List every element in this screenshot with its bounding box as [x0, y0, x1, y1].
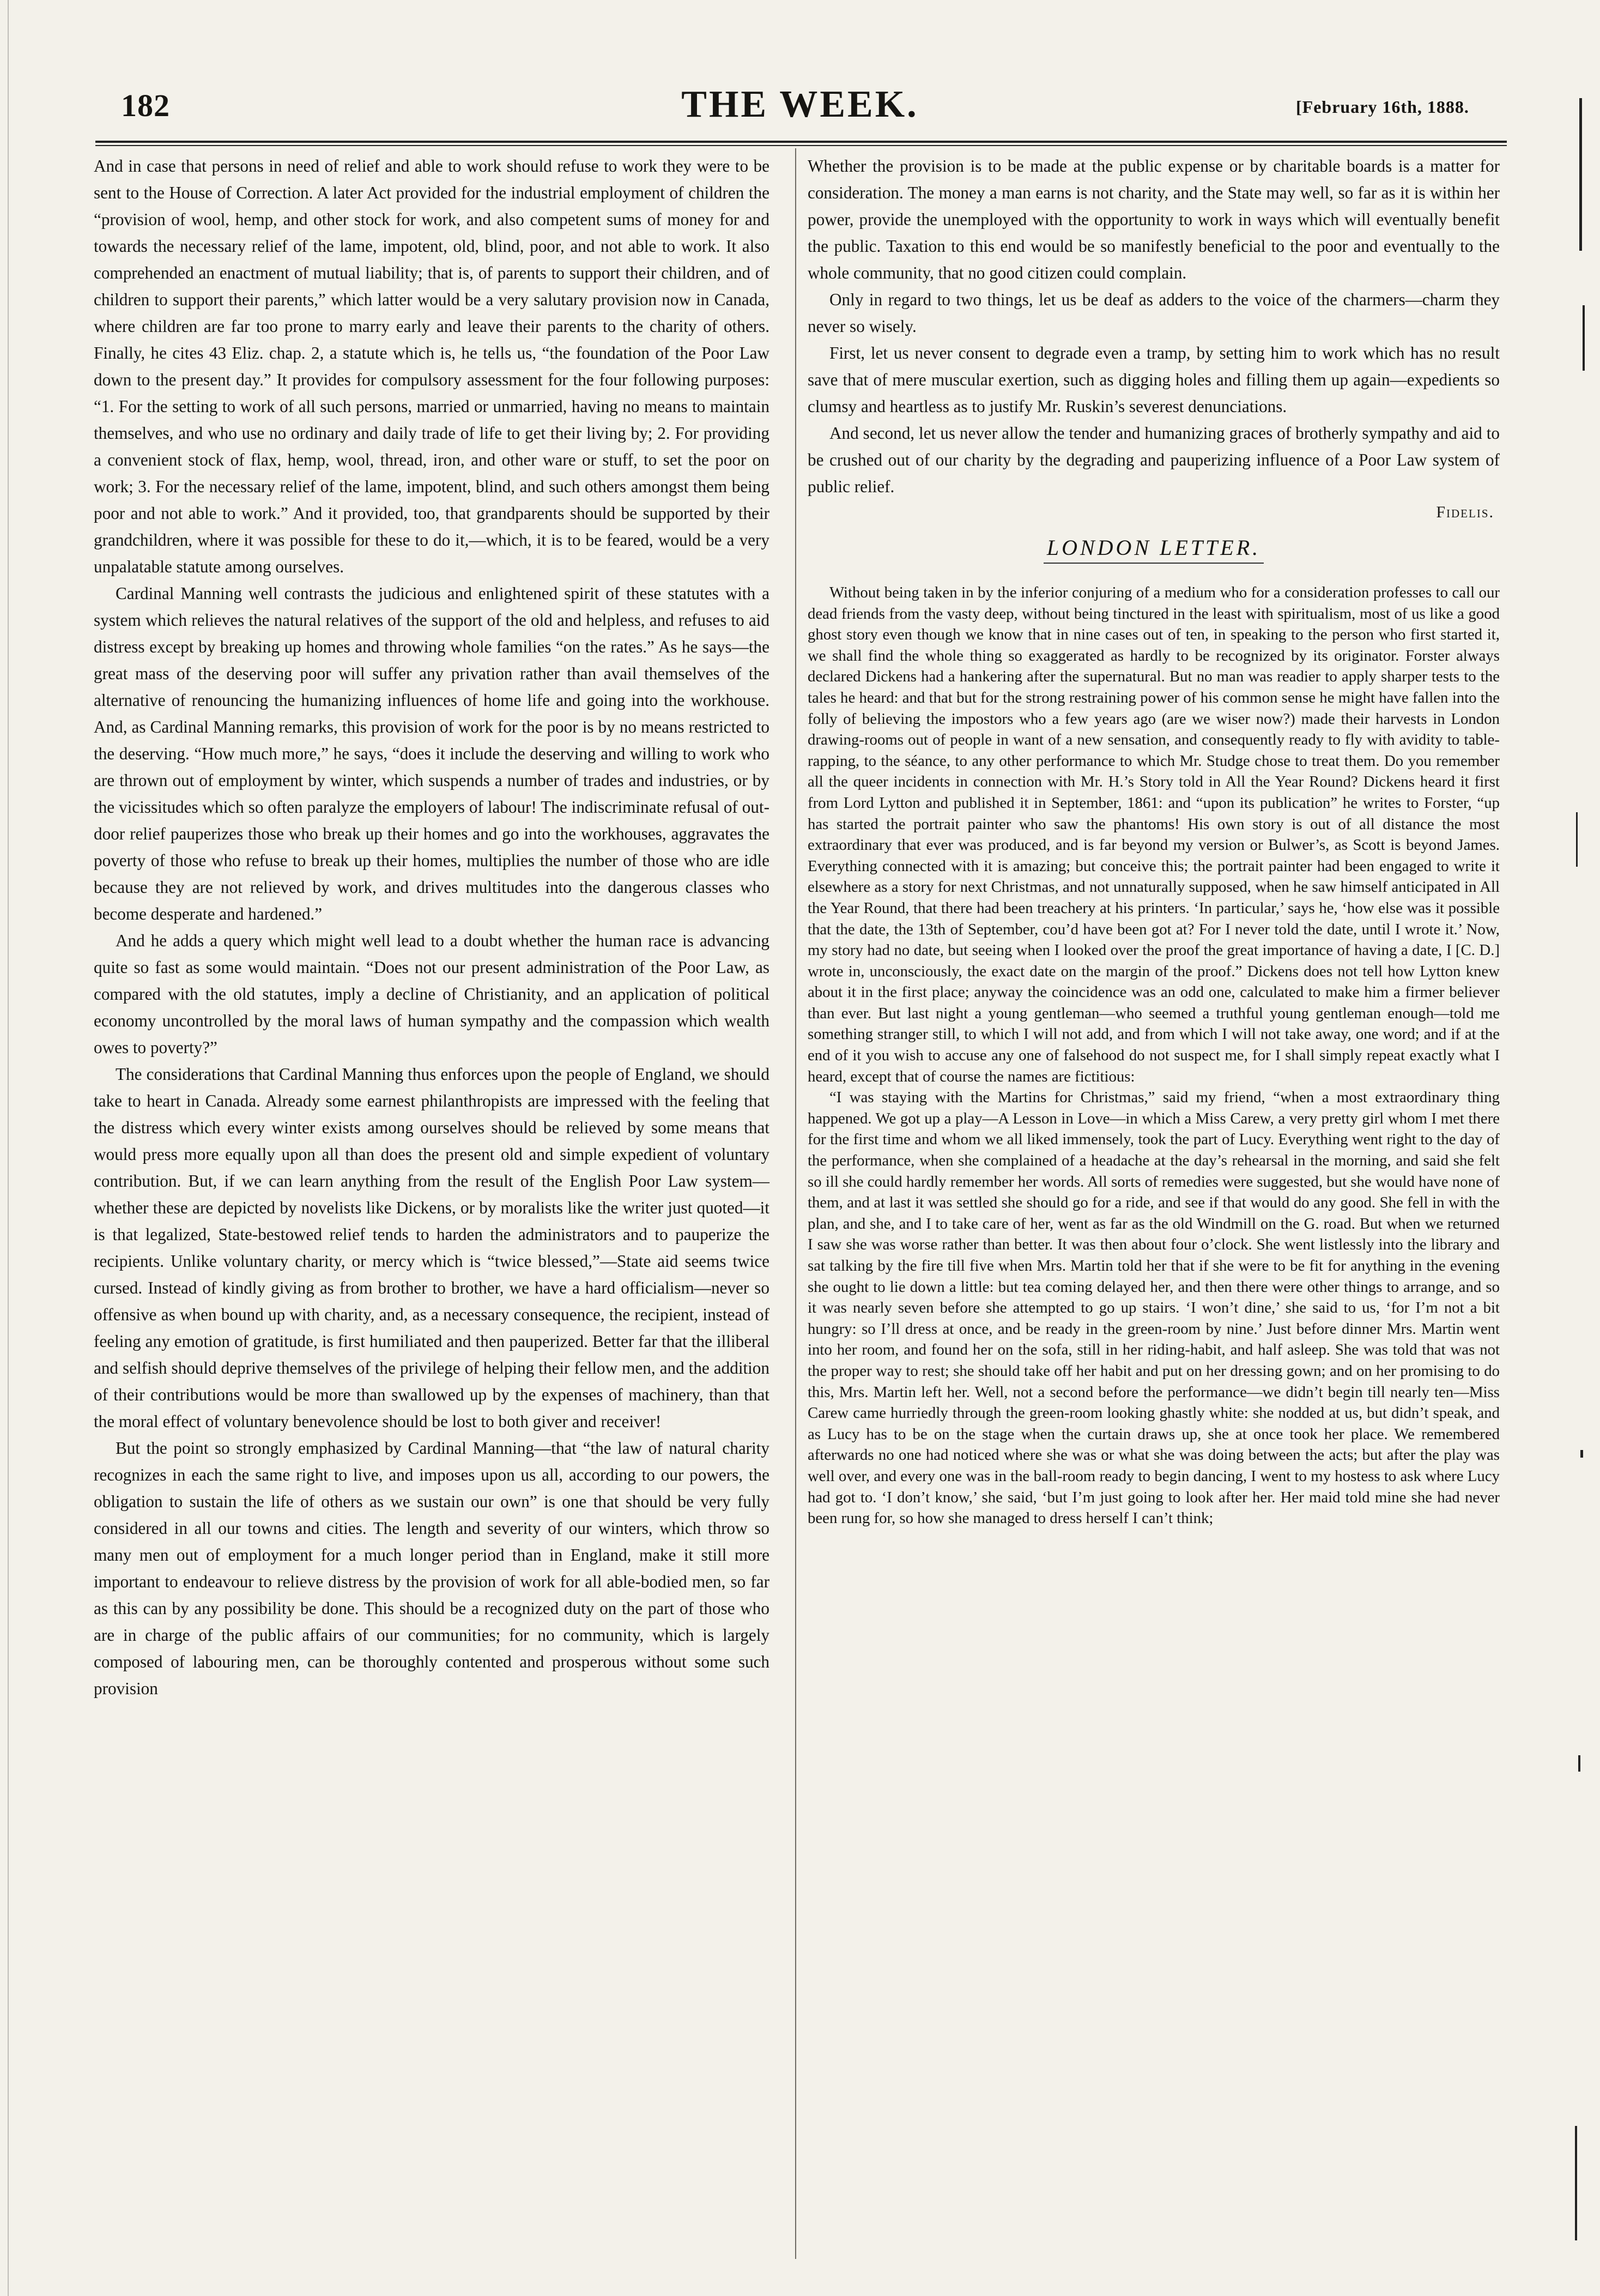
article-paragraph: First, let us never consent to degrade even a tramp, by setting him to work which has no result save that of mere muscular exertion, such as digging holes and filling them up again—expedients so clumsy and heartless as to justify Mr. Ruskin’s severest denunciations. — [808, 343, 1500, 416]
issue-date: [February 16th, 1888. — [1296, 97, 1469, 117]
author-signature: Fidelis. — [1436, 503, 1494, 521]
left-edge-shadow — [8, 0, 9, 2296]
header-rule-thin — [95, 145, 1507, 146]
section-heading — [808, 535, 1500, 564]
margin-binding-mark — [1583, 305, 1585, 371]
left-column — [94, 153, 769, 1702]
article-paragraph: Cardinal Manning well contrasts the judicious and enlightened spirit of these statutes with a system which relieves the natural relatives of the support of the old and helpless, and refuses to aid distress except by breaking up homes and throwing whole families “on the rates.” As he says—the great mass of the deserving poor will suffer any privation rather than avail themselves of the alternative of renouncing the humanizing influences of home life and going into the workhouse. And, as Cardinal Manning remarks, this provision of work for the poor is by no means restricted to the deserving. “How much more,” he says, “does it include the deserving and willing to work who are thrown out of employment by winter, which suspends a number of trades and industries, or by the vicissitudes which so often paralyze the employers of labour! The indiscriminate refusal of out-door relief pauperizes those who break up their homes and go into the workhouses, aggravates the poverty of those who refuse to break up their homes, multiplies the number of those who are idle because they are not relieved by work, and drives multitudes into the dangerous classes who become desperate and hardened.” — [94, 584, 769, 923]
letter-paragraph: Without being taken in by the inferior conjuring of a medium who for a consideration professes to call our dead friends from the vasty deep, without being tinctured in the least with spiritualism, most of us like a good ghost story even though we know that in nine cases out of ten, in speaking to the person who first started it, we shall find the whole thing so exaggerated as hardly to be recognized by its originator. Forster always declared Dickens had a hankering after the supernatural. But no man was readier to apply sharper tests to the tales he heard: and that but for the strong restraining power of his common sense he might have fallen into the folly of believing the impostors who a few years ago (are we wiser now?) made their harvests in London drawing-rooms out of people in want of a new sensation, and consequently ready to fly with avidity to table-rapping, to the séance, to any other performance to which Mr. Studge chose to treat them. Do you remember all the queer incidents in connection with Mr. H.’s Story told in All the Year Round? Dickens heard it first from Lord Lytton and published it in September, 1861: and “upon its publication” he writes to Forster, “up has started the portrait painter who saw the phantoms! His own story is out of all distance the most extraordinary that ever was produced, and is far beyond my version or Bulwer’s, as Scott is beyond James. Everything connected with it is amazing; but conceive this; the portrait painter had been engaged to write it elsewhere as a story for next Christmas, and not unnaturally supposed, when he saw himself anticipated in All the Year Round, that there had been treachery at his printers. ‘In particular,’ says he, ‘how else was it possible that the date, the 13th of September, cou’d have been got at? For I never told the date, until I wrote it.’ Now, my story had no date, but seeing when I looked over the proof the great importance of having a date, I [C. D.] wrote in, unconsciously, the exact date on the margin of the proof.” Dickens does not tell how Lytton knew about it in the first place; anyway the coincidence was an odd one, calculated to make him a firmer believer than ever. But last night a young gentleman—who seemed a truthful young gentleman enough—told me something stranger still, to which I will not add, and from which I will not take away, one word; and if at the end of it you wish to accuse any one of falsehood do not suspect me, for I shall simply repeat exactly what I heard, except that of course the names are fictitious: — [808, 584, 1500, 1085]
header-rule — [95, 141, 1507, 143]
article-paragraph: And second, let us never allow the tender and humanizing graces of brotherly sympathy and aid to be crushed out of our charity by the degrading and pauperizing influence of a Poor Law system of public relief. — [808, 424, 1500, 496]
article-paragraph: But the point so strongly emphasized by Cardinal Manning—that “the law of natural charity recognizes in each the same right to live, and imposes upon us all, according to our powers, the obligation to sustain the life of others as we sustain our own” is one that should be very fully considered in all our towns and cities. The length and severity of our winters, which throw so many men out of employment for a much longer period than in England, make it still more important to endeavour to relieve distress by the provision of work for all able-bodied men, so far as this can by any possibility be done. This should be a recognized duty on the part of those who are in charge of the public affairs of our communities; for no community, which is largely composed of labouring men, can be thoroughly contented and prosperous without some such provision — [94, 1439, 769, 1698]
margin-speck — [1578, 1755, 1580, 1772]
margin-binding-mark — [1576, 812, 1578, 867]
page-number: 182 — [121, 88, 170, 123]
margin-speck — [1580, 1450, 1583, 1458]
publication-title: THE WEEK. — [681, 83, 919, 125]
margin-binding-mark — [1579, 98, 1582, 251]
article-paragraph: And he adds a query which might well lead to a doubt whether the human race is advancing quite so fast as some would maintain. “Does not our present administration of the Poor Law, as compared with the old statutes, imply a decline of Christianity, and an application of political economy uncontrolled by the moral laws of human sympathy and the compassion which wealth owes to poverty?” — [94, 931, 769, 1057]
column-divider — [795, 148, 796, 2259]
right-column — [808, 153, 1500, 1529]
section-heading-text: LONDON LETTER. — [1044, 535, 1264, 564]
letter-paragraph: “I was staying with the Martins for Christmas,” said my friend, “when a most extraordinary thing happened. We got up a play—A Lesson in Love—in which a Miss Carew, a very pretty girl whom I met there for the first time and whom we all liked immensely, took the part of Lucy. Everything went right to the day of the performance, when she complained of a headache at the day’s rehearsal in the morning, and said she felt so ill she could hardly remember her words. All sorts of remedies were suggested, but she would have none of them, and at last it was settled she should go for a ride, and see if that would do any good. She fell in with the plan, and she, and I to take care of her, went as far as the old Windmill on the G. road. But when we returned I saw she was worse rather than better. It was then about four o’clock. She went listlessly into the library and sat talking by the fire till five when Mrs. Martin told her that if she were to be fit for anything in the evening she ought to lie down a little: but tea coming delayed her, and then there were other things to arrange, and so it was nearly seven before she attempted to go up stairs. ‘I won’t dine,’ she said to us, ‘for I’m not a bit hungry: so I’ll dress at once, and be ready in the green-room by nine.’ Just before dinner Mrs. Martin went into her room, and found her on the sofa, still in her riding-habit, and half asleep. She was told that was not the proper way to rest; she should take off her habit and put on her dressing gown; and on her promising to do this, Mrs. Martin left her. Well, not a second before the performance—we didn’t begin till nearly ten—Miss Carew came hurriedly through the green-room looking ghastly white: she nodded at us, but didn’t speak, and as Lucy has to be on the stage when the curtain draws up, she at once took her place. We remembered afterwards no one had noticed where she was or what she was doing between the acts; but after the play was well over, and every one was in the ball-room ready to begin dancing, I went to my hostess to ask where Lucy had got to. ‘I don’t know,’ she said, ‘but I’m just going to look after her. Her maid told mine she had never been rung for, so how she managed to dress herself I can’t think; — [808, 1089, 1500, 1527]
article-paragraph: Only in regard to two things, let us be deaf as adders to the voice of the charmers—charm they never so wisely. — [808, 290, 1500, 336]
article-paragraph: And in case that persons in need of relief and able to work should refuse to work they were to be sent to the House of Correction. A later Act provided for the industrial employment of children the “provision of wool, hemp, and other stock for work, and also competent sums of money for and towards the necessary relief of the lame, impotent, old, blind, poor, and not able to work. It also comprehended an enactment of mutual liability; that is, of parents to support their children, and of children to support their parents,” which latter would be a very salutary provision now in Canada, where children are far too prone to marry early and leave their parents to the charity of others. Finally, he cites 43 Eliz. chap. 2, a statute which is, he tells us, “the foundation of the Poor Law down to the present day.” It provides for compulsory assessment for the four following purposes: “1. For the setting to work of all such persons, married or unmarried, having no means to maintain themselves, and who use no ordinary and daily trade of life to get their living by; 2. For providing a convenient stock of flax, hemp, wool, thread, iron, and other ware or stuff, to set the poor on work; 3. For the necessary relief of the lame, impotent, blind, and such others amongst them being poor and not able to work.” And it provided, too, that grandparents should be supported by their grandchildren, where it was possible for these to do it,—which, it is to be feared, would be a very unpalatable statute among ourselves. — [94, 156, 769, 576]
margin-binding-mark — [1575, 2126, 1577, 2240]
article-paragraph: The considerations that Cardinal Manning thus enforces upon the people of England, we should take to heart in Canada. Already some earnest philanthropists are impressed with the feeling that the distress which every winter exists among ourselves should be relieved by some means that would press more equally upon all than does the present old and simple expedient of voluntary contribution. But, if we can learn anything from the result of the English Poor Law system—whether these are depicted by novelists like Dickens, or by moralists like the writer just quoted—it is that legalized, State-bestowed relief tends to harden the administrators and to pauperize the recipients. Unlike voluntary charity, or mercy which is “twice blessed,”—State aid seems twice cursed. Instead of kindly giving as from brother to brother, we have a hard officialism—never so offensive as when bound up with charity, and, as a necessary consequence, the recipient, instead of feeling any emotion of gratitude, is first humiliated and then pauperized. Better far that the illiberal and selfish should deprive themselves of the privilege of helping their fellow men, and the addition of their contributions would be more than swallowed up by the expenses of machinery, than that the moral effect of voluntary benevolence should be lost to both giver and receiver! — [94, 1065, 769, 1431]
article-paragraph: Whether the provision is to be made at the public expense or by charitable boards is a matter for consideration. The money a man earns is not charity, and the State may well, so far as it is within her power, provide the unemployed with the opportunity to work in ways which will eventually benefit the public. Taxation to this end would be so manifestly beneficial to the poor and eventually to the whole community, that no good citizen could complain. — [808, 156, 1500, 282]
